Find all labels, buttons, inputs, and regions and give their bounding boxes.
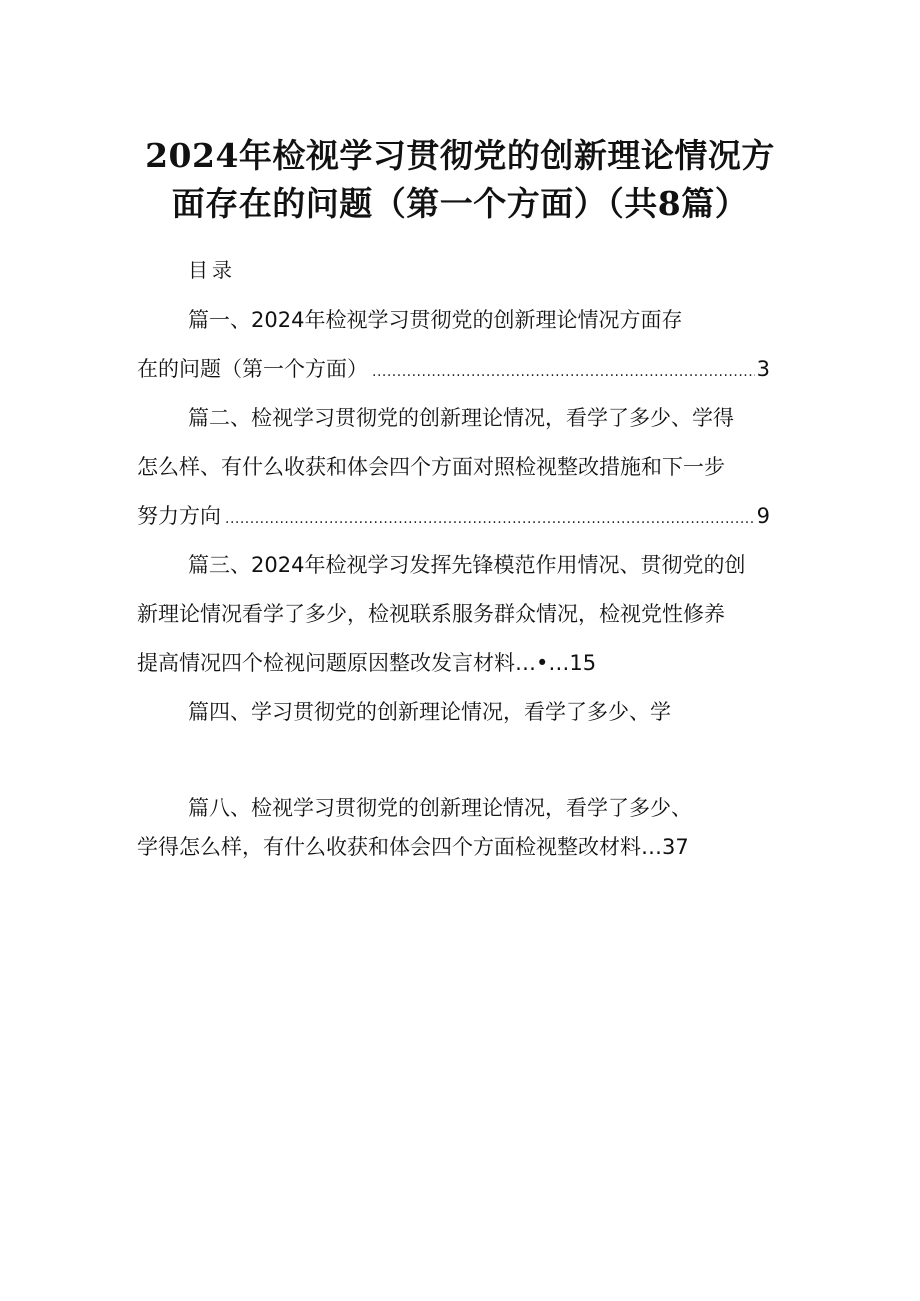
toc-entry-1-page: 3 (756, 357, 770, 381)
toc-entry-2-line-3[interactable] (137, 501, 770, 534)
toc-entry-1-line-1[interactable]: 篇一、2024年检视学习贯彻党的创新理论情况方面存 (188, 308, 683, 332)
toc-entry-3-line-1[interactable]: 篇三、2024年检视学习发挥先锋模范作用情况、贯彻党的创 (188, 553, 746, 577)
title-line-2: 面存在的问题（第一个方面）（共8篇） (171, 184, 749, 223)
toc-entry-8-line-2[interactable]: 学得怎么样，有什么收获和体会四个方面检视整改材料…37 (137, 835, 689, 859)
dot-leader (225, 501, 755, 534)
toc-entry-8-line-1[interactable]: 篇八、检视学习贯彻党的创新理论情况，看学了多少、 (188, 796, 692, 820)
title-line-1: 2024年检视学习贯彻党的创新理论情况方 (145, 136, 775, 175)
toc-entry-1-text: 在的问题（第一个方面） (137, 357, 368, 381)
toc-heading: 目录 (188, 258, 236, 282)
toc-entry-3-line-3[interactable]: 提高情况四个检视问题原因整改发言材料…•…15 (137, 651, 597, 675)
toc-entry-1-line-2[interactable] (137, 354, 770, 387)
dot-leader (372, 354, 755, 387)
toc-entry-2-page: 9 (756, 504, 770, 528)
toc-entry-4-line-1[interactable]: 篇四、学习贯彻党的创新理论情况，看学了多少、学 (188, 700, 671, 724)
toc-entry-2-line-2[interactable]: 怎么样、有什么收获和体会四个方面对照检视整改措施和下一步 (137, 455, 725, 479)
toc-entry-3-line-2[interactable]: 新理论情况看学了多少，检视联系服务群众情况，检视党性修养 (137, 602, 725, 626)
toc-entry-2-text: 努力方向 (137, 504, 221, 528)
toc-entry-2-line-1[interactable]: 篇二、检视学习贯彻党的创新理论情况，看学了多少、学得 (188, 406, 734, 430)
document-title (120, 132, 800, 228)
